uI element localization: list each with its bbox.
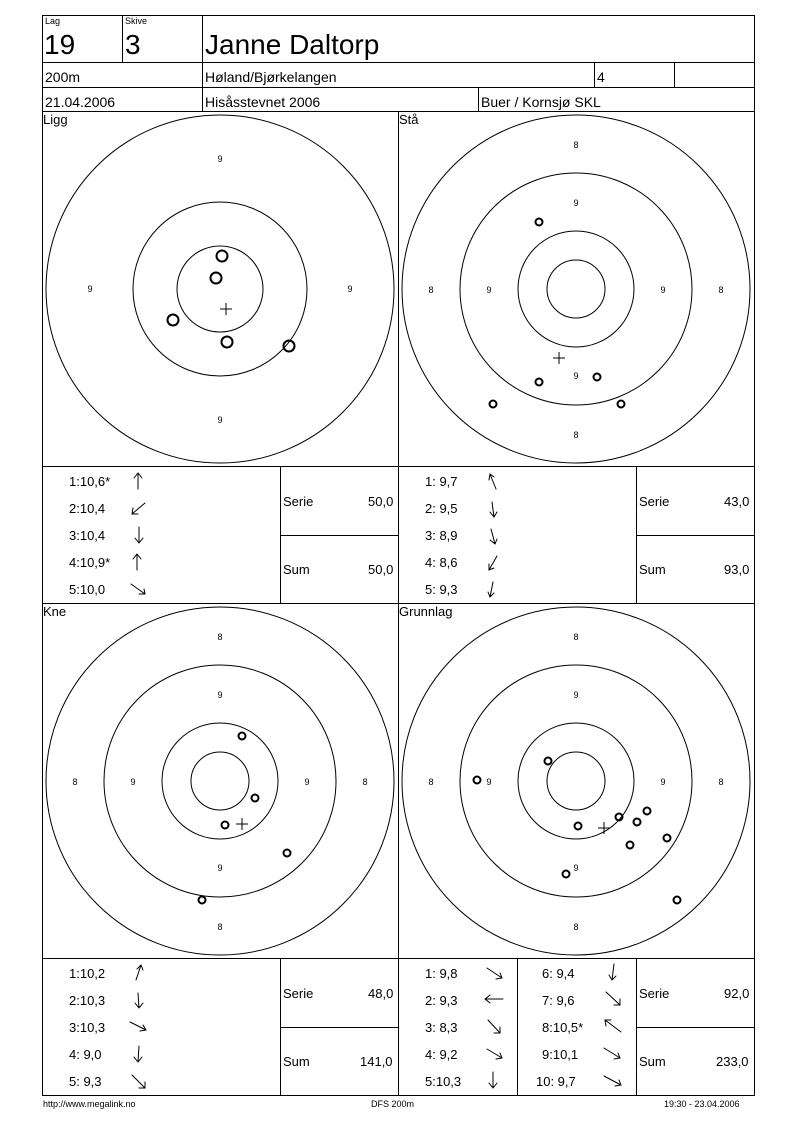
ring-label: 9 — [660, 777, 666, 787]
arrow-right-down-icon — [130, 1022, 146, 1031]
skive-label: Skive — [125, 16, 148, 26]
serie-value: 92,0 — [724, 986, 750, 1001]
sum-label: Sum — [283, 1054, 310, 1069]
ring-label: 9 — [217, 154, 223, 164]
ring-label: 9 — [573, 371, 579, 381]
ring-label: 9 — [217, 415, 223, 425]
arrow-down-icon — [135, 993, 143, 1008]
arrow-down-icon — [609, 964, 616, 980]
shot-label: 4: 8,6 — [425, 555, 458, 570]
arrow-right-down-icon — [487, 968, 502, 979]
panel-title-ligg: Ligg — [43, 112, 68, 127]
arrow-up-right-icon — [136, 965, 143, 980]
shot-label: 5: 9,3 — [425, 582, 458, 597]
shot-label: 9:10,1 — [542, 1047, 579, 1062]
sum-value: 50,0 — [368, 562, 394, 577]
arrow-down-icon — [488, 582, 494, 597]
arrow-right-down-icon — [604, 1076, 621, 1086]
shot-label: 3:10,4 — [69, 528, 106, 543]
arrow-down-icon — [134, 1046, 142, 1062]
shot-label: 5: 9,3 — [69, 1074, 102, 1089]
arrow-down-left-icon — [132, 503, 145, 514]
serie-value: 43,0 — [724, 494, 750, 509]
shot-label: 2: 9,5 — [425, 501, 458, 516]
lag-label: Lag — [45, 16, 61, 26]
shot-label: 4:10,9* — [69, 555, 111, 570]
ring-label: 8 — [573, 922, 579, 932]
shot-label: 10: 9,7 — [536, 1074, 576, 1089]
ring-label: 9 — [217, 863, 223, 873]
arrow-down-right-icon — [132, 1075, 145, 1088]
arrow-down-icon — [490, 529, 497, 544]
arrow-down-icon — [135, 527, 143, 543]
arrow-up-icon — [134, 473, 142, 489]
shot-label: 6: 9,4 — [542, 966, 575, 981]
ring-label: 9 — [217, 690, 223, 700]
shot-label: 4: 9,2 — [425, 1047, 458, 1062]
ring-label: 9 — [87, 284, 93, 294]
arrow-up-icon — [133, 554, 141, 570]
arrow-up-left-icon — [489, 474, 496, 489]
arrow-down-right-icon — [131, 584, 145, 594]
ring-label: 8 — [573, 140, 579, 150]
footer-program: DFS 200m — [371, 1099, 415, 1109]
shot-label: 3: 8,3 — [425, 1020, 458, 1035]
ring-label: 8 — [428, 285, 434, 295]
shot-label: 4: 9,0 — [69, 1047, 102, 1062]
serie-label: Serie — [283, 986, 314, 1001]
ring-label: 9 — [573, 690, 579, 700]
skive-value: 3 — [125, 29, 141, 60]
shot-label: 1: 9,7 — [425, 474, 458, 489]
shot-label: 2: 9,3 — [425, 993, 458, 1008]
distance: 200m — [45, 69, 81, 85]
panel-title-sta: Stå — [399, 112, 419, 127]
shooter-name: Janne Daltorp — [205, 29, 380, 60]
serie-label: Serie — [283, 494, 314, 509]
shot-label: 1:10,2 — [69, 966, 106, 981]
shot-label: 2:10,4 — [69, 501, 106, 516]
shot-label: 3: 8,9 — [425, 528, 458, 543]
range-name: Buer / Kornsjø SKL — [481, 94, 601, 110]
sum-label: Sum — [283, 562, 310, 577]
ring-label: 8 — [217, 632, 223, 642]
arrow-down-icon — [490, 502, 497, 517]
ring-label: 8 — [718, 285, 724, 295]
arrow-up-left-icon — [605, 1020, 621, 1032]
ring-label: 9 — [573, 198, 579, 208]
sum-label: Sum — [639, 562, 666, 577]
shot-label: 1: 9,8 — [425, 966, 458, 981]
ring-label: 8 — [72, 777, 78, 787]
serie-label: Serie — [639, 986, 670, 1001]
ring-label: 8 — [718, 777, 724, 787]
shot-label: 8:10,5* — [542, 1020, 584, 1035]
arrow-down-icon — [489, 1072, 497, 1088]
ring-label: 9 — [660, 285, 666, 295]
panel-title-grunnlag: Grunnlag — [399, 604, 453, 619]
panel-title-kne: Kne — [43, 604, 67, 619]
shot-label: 5:10,3 — [425, 1074, 462, 1089]
arrow-left-icon — [485, 995, 503, 1003]
club: Høland/Bjørkelangen — [205, 69, 337, 85]
sum-value: 233,0 — [716, 1054, 749, 1069]
ring-label: 9 — [347, 284, 353, 294]
arrow-right-down-icon — [604, 1048, 620, 1059]
ring-label: 9 — [304, 777, 310, 787]
footer-url[interactable]: http://www.megalink.no — [43, 1099, 136, 1109]
sum-value: 141,0 — [360, 1054, 393, 1069]
event-name: Hisåsstevnet 2006 — [205, 94, 321, 110]
serie-value: 50,0 — [368, 494, 394, 509]
lag-value: 19 — [44, 29, 76, 60]
arrow-right-down-icon — [487, 1049, 502, 1059]
arrow-down-left-icon — [489, 556, 497, 570]
footer-timestamp: 19:30 - 23.04.2006 — [664, 1099, 740, 1109]
sum-label: Sum — [639, 1054, 666, 1069]
shot-label: 2:10,3 — [69, 993, 106, 1008]
ring-label: 9 — [130, 777, 136, 787]
date: 21.04.2006 — [45, 94, 116, 110]
ring-label: 8 — [573, 430, 579, 440]
shot-label: 7: 9,6 — [542, 993, 575, 1008]
ring-label: 8 — [217, 922, 223, 932]
class: 4 — [597, 69, 605, 85]
serie-label: Serie — [639, 494, 670, 509]
ring-label: 9 — [486, 285, 492, 295]
ring-label: 9 — [573, 863, 579, 873]
shot-label: 3:10,3 — [69, 1020, 106, 1035]
arrow-down-right-icon — [606, 992, 620, 1005]
ring-label: 9 — [486, 777, 492, 787]
ring-label: 8 — [573, 632, 579, 642]
arrow-down-right-icon — [488, 1020, 500, 1033]
serie-value: 48,0 — [368, 986, 394, 1001]
ring-label: 8 — [428, 777, 434, 787]
shot-label: 1:10,6* — [69, 474, 111, 489]
ring-label: 8 — [362, 777, 368, 787]
sum-value: 93,0 — [724, 562, 750, 577]
shot-label: 5:10,0 — [69, 582, 106, 597]
